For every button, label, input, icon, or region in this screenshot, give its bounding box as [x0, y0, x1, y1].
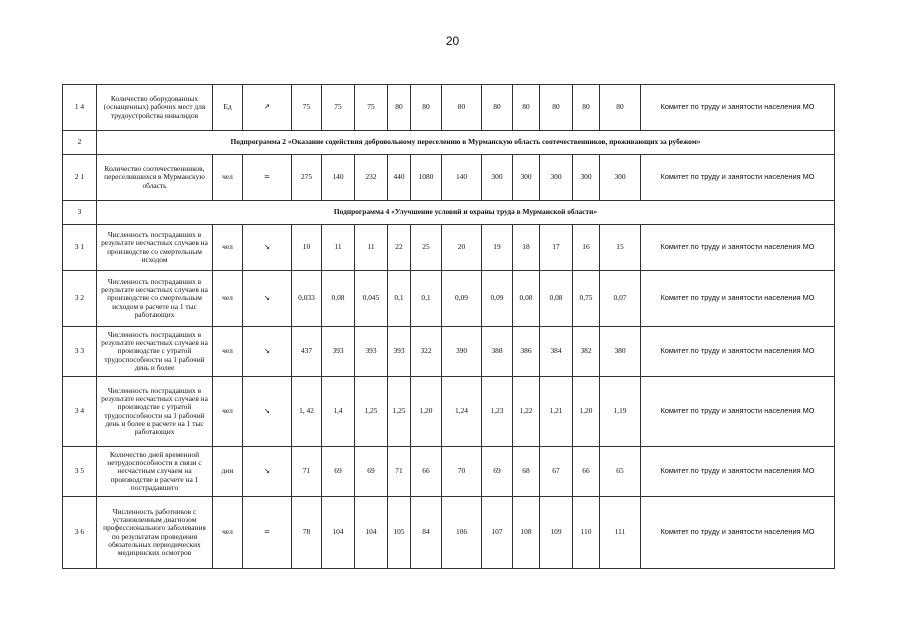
trend-icon: ↘ — [243, 271, 292, 327]
row-number-cell: 2 — [63, 131, 97, 155]
value-cell: 108 — [513, 497, 540, 569]
value-cell: 0,09 — [482, 271, 513, 327]
unit-cell: Ед — [213, 85, 243, 131]
value-cell: 80 — [388, 85, 411, 131]
value-cell: 106 — [442, 497, 482, 569]
value-cell: 393 — [355, 327, 388, 377]
value-cell: 80 — [482, 85, 513, 131]
value-cell: 105 — [388, 497, 411, 569]
unit-cell: дни — [213, 447, 243, 497]
responsible-cell: Комитет по труду и занятости населения МО — [641, 155, 835, 201]
row-number-cell: 2 1 — [63, 155, 97, 201]
responsible-cell: Комитет по труду и занятости населения МО — [641, 225, 835, 271]
indicator-row — [63, 377, 835, 447]
unit-cell: чел — [213, 497, 243, 569]
value-cell: 68 — [513, 447, 540, 497]
value-cell: 11 — [322, 225, 355, 271]
value-cell: 140 — [322, 155, 355, 201]
value-cell: 0,08 — [322, 271, 355, 327]
value-cell: 70 — [442, 447, 482, 497]
value-cell: 393 — [322, 327, 355, 377]
value-cell: 1,20 — [573, 377, 600, 447]
value-cell: 65 — [600, 447, 641, 497]
value-cell: 11 — [355, 225, 388, 271]
value-cell: 1,23 — [482, 377, 513, 447]
value-cell: 0,75 — [573, 271, 600, 327]
value-cell: 300 — [513, 155, 540, 201]
indicator-row — [63, 271, 835, 327]
trend-icon: ↗ — [243, 85, 292, 131]
value-cell: 84 — [411, 497, 442, 569]
subprogram-row — [63, 201, 835, 225]
value-cell: 382 — [573, 327, 600, 377]
value-cell: 19 — [482, 225, 513, 271]
value-cell: 10 — [292, 225, 322, 271]
value-cell: 0,09 — [442, 271, 482, 327]
value-cell: 0,033 — [292, 271, 322, 327]
value-cell: 75 — [355, 85, 388, 131]
value-cell: 1080 — [411, 155, 442, 201]
trend-icon: = — [243, 155, 292, 201]
value-cell: 140 — [442, 155, 482, 201]
value-cell: 109 — [540, 497, 573, 569]
value-cell: 440 — [388, 155, 411, 201]
value-cell: 75 — [292, 85, 322, 131]
value-cell: 0,08 — [540, 271, 573, 327]
row-number-cell: 3 1 — [63, 225, 97, 271]
row-number-cell: 3 — [63, 201, 97, 225]
subprogram-title-cell: Подпрограмма 2 «Оказание содействия добровольному переселению в Мурманскую область соотечественников, проживающих за рубежом» — [97, 131, 835, 155]
page-number: 20 — [445, 34, 460, 48]
responsible-cell: Комитет по труду и занятости населения МО — [641, 377, 835, 447]
value-cell: 388 — [482, 327, 513, 377]
indicators-table — [62, 84, 835, 569]
indicator-row — [63, 225, 835, 271]
unit-cell: чел — [213, 155, 243, 201]
value-cell: 437 — [292, 327, 322, 377]
value-cell: 1,25 — [355, 377, 388, 447]
row-number-cell: 3 2 — [63, 271, 97, 327]
responsible-cell: Комитет по труду и занятости населения МО — [641, 327, 835, 377]
value-cell: 66 — [573, 447, 600, 497]
trend-icon: = — [243, 497, 292, 569]
indicator-name-cell: Количество соотечественников, переселившихся в Мурманскую область — [97, 155, 213, 201]
value-cell: 104 — [322, 497, 355, 569]
responsible-cell: Комитет по труду и занятости населения МО — [641, 447, 835, 497]
indicator-name-cell: Численность пострадавших в результате несчастных случаев на производстве со смертельным исходом в расчете на 1 тыс работающих — [97, 271, 213, 327]
value-cell: 67 — [540, 447, 573, 497]
value-cell: 80 — [540, 85, 573, 131]
value-cell: 16 — [573, 225, 600, 271]
unit-cell: чел — [213, 225, 243, 271]
value-cell: 71 — [388, 447, 411, 497]
indicator-name-cell: Численность пострадавших в результате несчастных случаев на производстве с утратой трудоспособности на 1 рабочий день и более — [97, 327, 213, 377]
responsible-cell: Комитет по труду и занятости населения МО — [641, 271, 835, 327]
value-cell: 80 — [513, 85, 540, 131]
indicator-name-cell: Численность пострадавших в результате несчастных случаев на производстве со смертельным исходом — [97, 225, 213, 271]
value-cell: 322 — [411, 327, 442, 377]
value-cell: 66 — [411, 447, 442, 497]
trend-icon: ↘ — [243, 377, 292, 447]
value-cell: 1,24 — [442, 377, 482, 447]
value-cell: 0,08 — [513, 271, 540, 327]
responsible-cell: Комитет по труду и занятости населения МО — [641, 497, 835, 569]
value-cell: 22 — [388, 225, 411, 271]
unit-cell: чел — [213, 271, 243, 327]
value-cell: 393 — [388, 327, 411, 377]
value-cell: 75 — [322, 85, 355, 131]
value-cell: 300 — [482, 155, 513, 201]
indicator-row — [63, 85, 835, 131]
value-cell: 300 — [573, 155, 600, 201]
row-number-cell: 1 4 — [63, 85, 97, 131]
value-cell: 25 — [411, 225, 442, 271]
value-cell: 69 — [355, 447, 388, 497]
indicator-row — [63, 327, 835, 377]
indicator-row — [63, 155, 835, 201]
value-cell: 300 — [600, 155, 641, 201]
value-cell: 111 — [600, 497, 641, 569]
value-cell: 300 — [540, 155, 573, 201]
value-cell: 232 — [355, 155, 388, 201]
value-cell: 1,19 — [600, 377, 641, 447]
indicator-name-cell: Количество оборудованных (оснащенных) рабочих мест для трудоустройства инвалидов — [97, 85, 213, 131]
value-cell: 0,045 — [355, 271, 388, 327]
value-cell: 1,21 — [540, 377, 573, 447]
value-cell: 80 — [600, 85, 641, 131]
trend-icon: ↘ — [243, 447, 292, 497]
value-cell: 69 — [322, 447, 355, 497]
value-cell: 1,4 — [322, 377, 355, 447]
indicator-name-cell: Численность работников с установленным диагнозом профессионального заболевания по результатам проведения обязательных периодических медицинских осмотров — [97, 497, 213, 569]
value-cell: 390 — [442, 327, 482, 377]
value-cell: 386 — [513, 327, 540, 377]
value-cell: 17 — [540, 225, 573, 271]
row-number-cell: 3 3 — [63, 327, 97, 377]
indicator-row — [63, 447, 835, 497]
trend-icon: ↘ — [243, 327, 292, 377]
indicator-name-cell: Численность пострадавших в результате несчастных случаев на производстве с утратой трудоспособности на 1 рабочий день и более в расчете на 1 тыс работающих — [97, 377, 213, 447]
value-cell: 80 — [573, 85, 600, 131]
table-body — [63, 85, 835, 569]
indicator-name-cell: Количество дней временной нетрудоспособности в связи с несчастным случаем на производстве в расчете на 1 пострадавшего — [97, 447, 213, 497]
value-cell: 1,22 — [513, 377, 540, 447]
value-cell: 20 — [442, 225, 482, 271]
value-cell: 107 — [482, 497, 513, 569]
indicator-row — [63, 497, 835, 569]
trend-icon: ↘ — [243, 225, 292, 271]
unit-cell: чел — [213, 377, 243, 447]
value-cell: 78 — [292, 497, 322, 569]
row-number-cell: 3 4 — [63, 377, 97, 447]
row-number-cell: 3 6 — [63, 497, 97, 569]
value-cell: 15 — [600, 225, 641, 271]
subprogram-row — [63, 131, 835, 155]
value-cell: 80 — [442, 85, 482, 131]
subprogram-title-cell: Подпрограмма 4 «Улучшение условий и охраны труда в Мурманской области» — [97, 201, 835, 225]
value-cell: 384 — [540, 327, 573, 377]
responsible-cell: Комитет по труду и занятости населения МО — [641, 85, 835, 131]
value-cell: 1, 42 — [292, 377, 322, 447]
value-cell: 380 — [600, 327, 641, 377]
value-cell: 1,25 — [388, 377, 411, 447]
value-cell: 0,1 — [411, 271, 442, 327]
value-cell: 110 — [573, 497, 600, 569]
value-cell: 71 — [292, 447, 322, 497]
value-cell: 275 — [292, 155, 322, 201]
value-cell: 80 — [411, 85, 442, 131]
value-cell: 1,20 — [411, 377, 442, 447]
unit-cell: чел — [213, 327, 243, 377]
value-cell: 104 — [355, 497, 388, 569]
value-cell: 69 — [482, 447, 513, 497]
value-cell: 18 — [513, 225, 540, 271]
value-cell: 0,07 — [600, 271, 641, 327]
row-number-cell: 3 5 — [63, 447, 97, 497]
value-cell: 0,1 — [388, 271, 411, 327]
